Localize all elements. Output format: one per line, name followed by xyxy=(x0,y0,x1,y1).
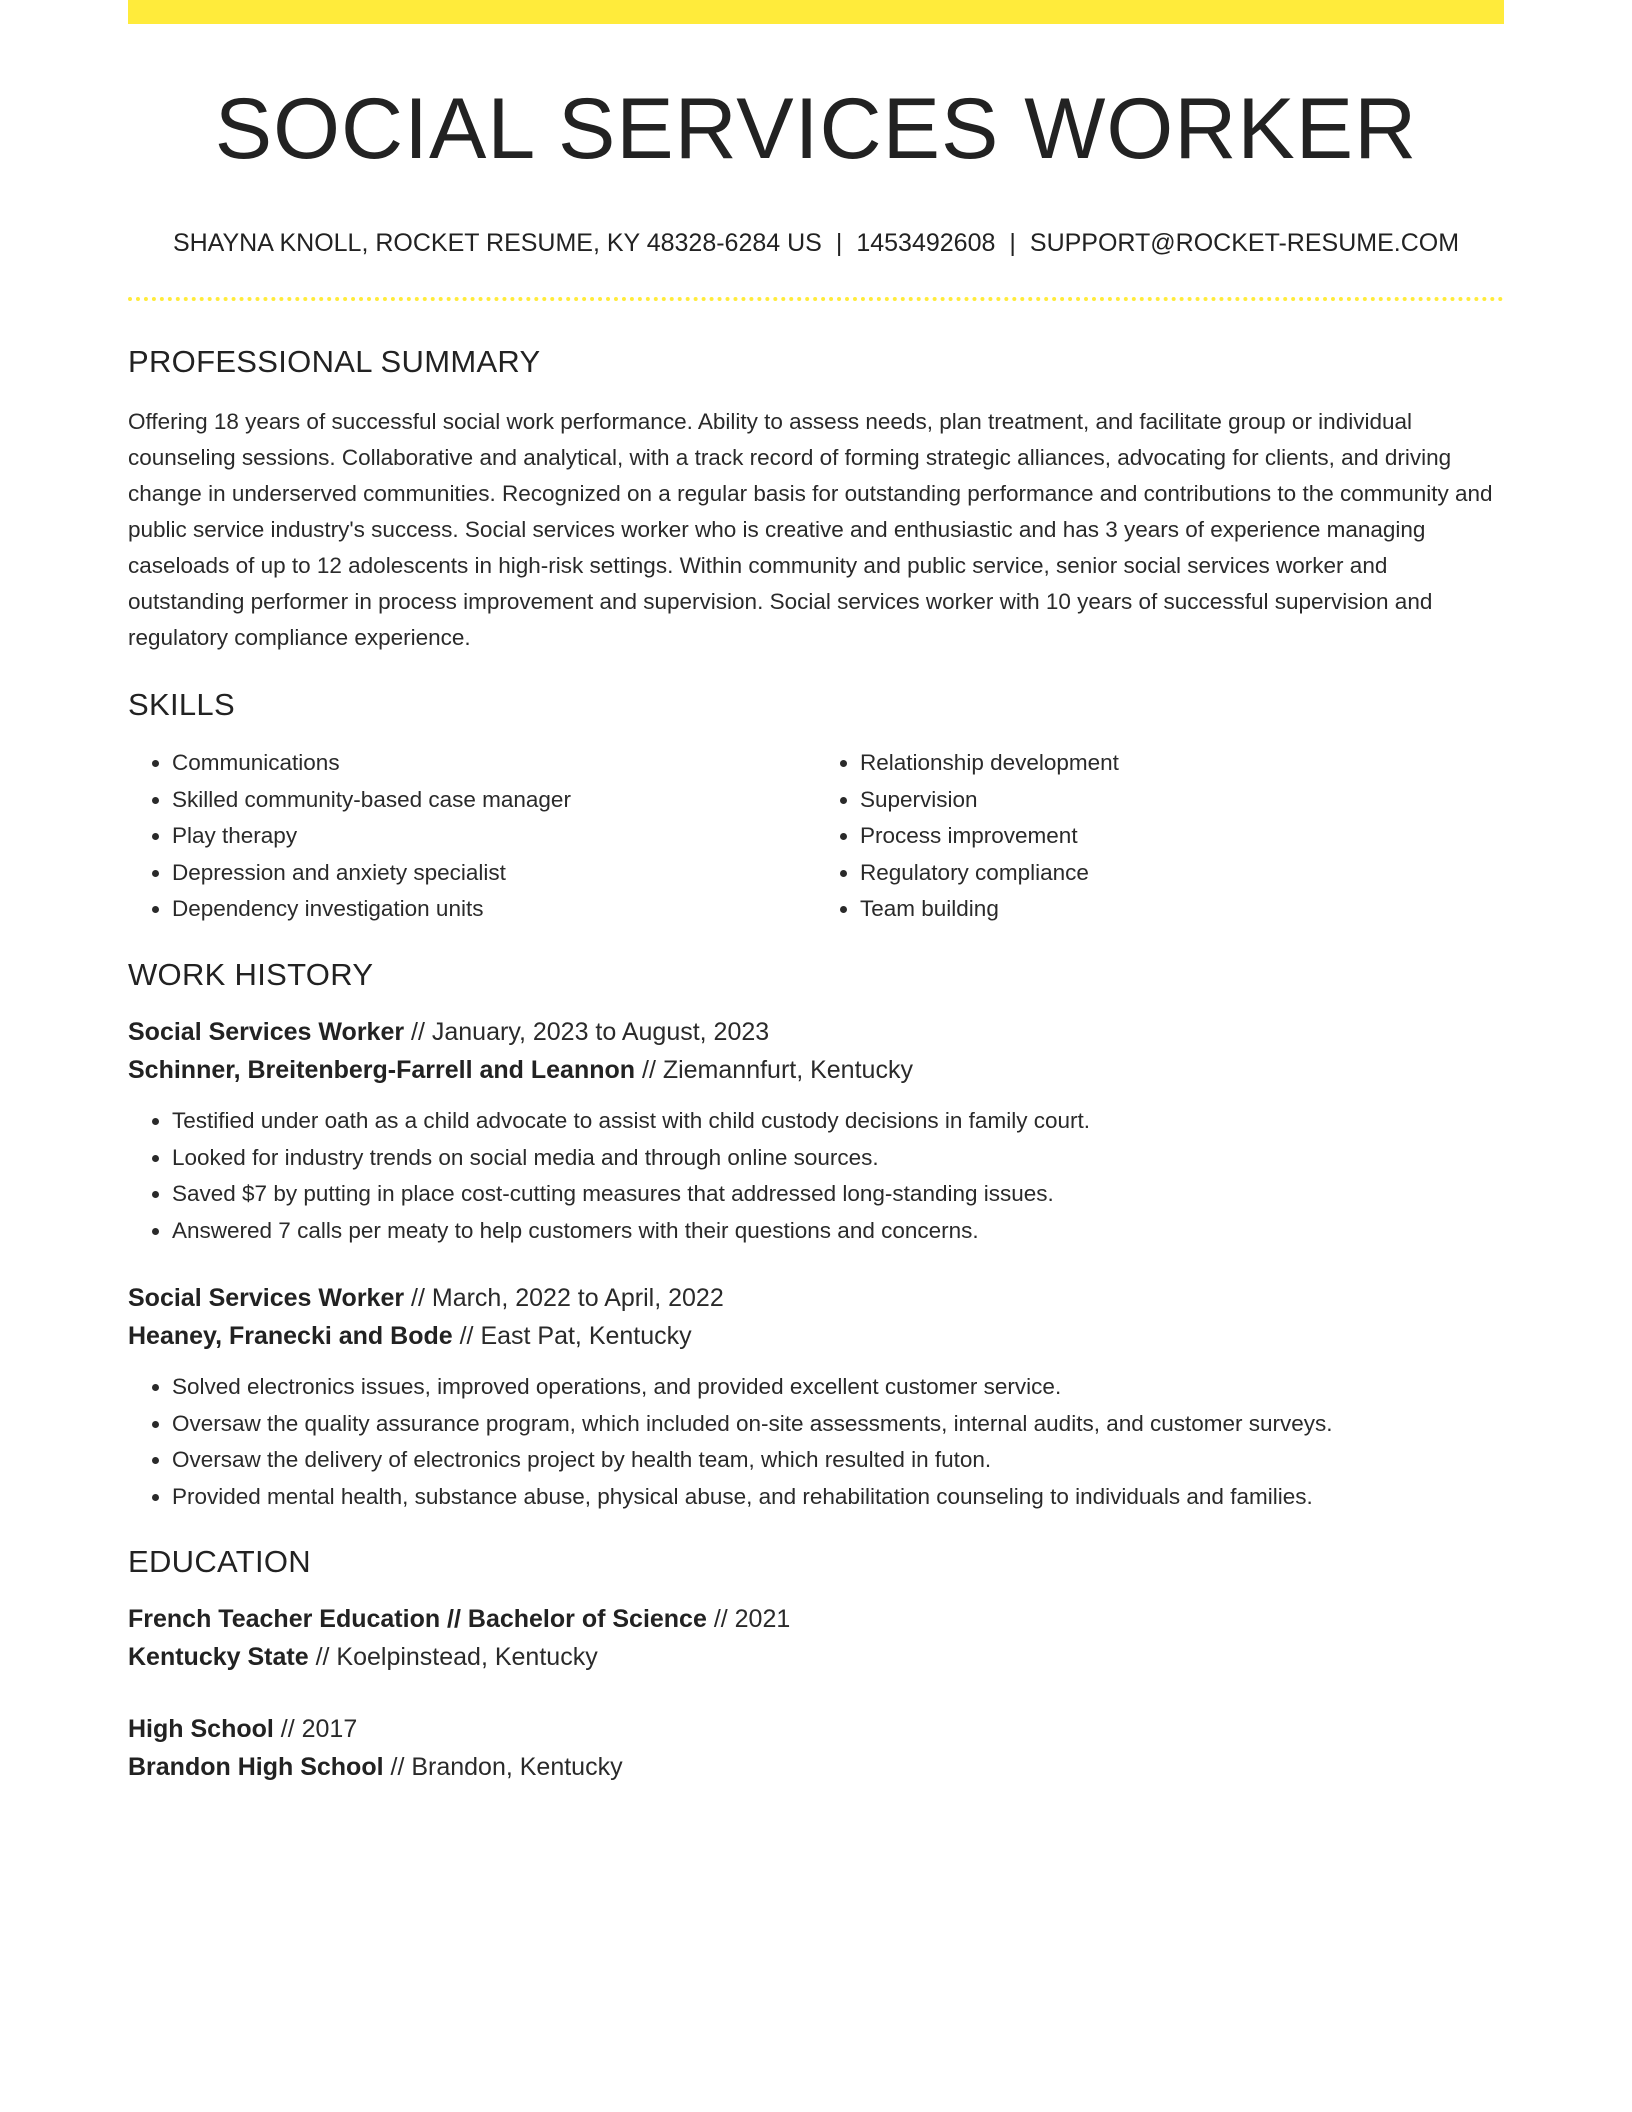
education-degree: French Teacher Education // Bachelor of Science xyxy=(128,1605,707,1634)
education-year: // 2017 xyxy=(273,1715,358,1744)
skills-list xyxy=(128,745,1504,928)
education-degree-line xyxy=(128,1710,1504,1748)
skills-heading: SKILLS xyxy=(128,687,235,723)
job-bullets xyxy=(128,1369,1504,1515)
education-school: Kentucky State xyxy=(128,1643,309,1672)
skill-item: • Regulatory compliance xyxy=(860,855,1504,892)
job-bullet: • Provided mental health, substance abuse, physical abuse, and rehabilitation counseling to individuals and families. xyxy=(172,1479,1504,1516)
education-location: // Koelpinstead, Kentucky xyxy=(308,1643,598,1672)
job-bullets xyxy=(128,1103,1504,1249)
skills-column-right xyxy=(816,745,1504,928)
skill-item: • Depression and anxiety specialist xyxy=(172,855,816,892)
education-school-line xyxy=(128,1748,1504,1786)
contact-address: SHAYNA KNOLL, ROCKET RESUME, KY 48328-6284 US xyxy=(172,228,822,257)
contact-line xyxy=(128,227,1504,260)
education-heading: EDUCATION xyxy=(128,1544,311,1580)
job-entry xyxy=(128,1013,1504,1249)
job-title: Social Services Worker xyxy=(128,1018,405,1047)
education-school-line xyxy=(128,1638,1504,1676)
education-entry xyxy=(128,1710,1504,1786)
job-title: Social Services Worker xyxy=(128,1284,405,1313)
skill-item: • Supervision xyxy=(860,782,1504,819)
job-company-line xyxy=(128,1051,1504,1089)
contact-separator: | xyxy=(835,228,843,257)
job-company-line xyxy=(128,1317,1504,1355)
job-location: // Ziemannfurt, Kentucky xyxy=(635,1056,913,1085)
job-bullet: • Solved electronics issues, improved operations, and provided excellent customer service. xyxy=(172,1369,1504,1406)
job-bullet: • Testified under oath as a child advocate to assist with child custody decisions in family court. xyxy=(172,1103,1504,1140)
job-bullet: • Looked for industry trends on social media and through online sources. xyxy=(172,1140,1504,1177)
education-entry xyxy=(128,1600,1504,1676)
contact-email: SUPPORT@ROCKET-RESUME.COM xyxy=(1029,228,1460,257)
education-school: Brandon High School xyxy=(128,1753,384,1782)
accent-top-bar xyxy=(128,0,1504,24)
job-bullet: • Saved $7 by putting in place cost-cutting measures that addressed long-standing issues. xyxy=(172,1176,1504,1213)
resume-page xyxy=(128,0,1504,1786)
skill-item: • Dependency investigation units xyxy=(172,891,816,928)
skill-item: • Play therapy xyxy=(172,818,816,855)
skill-item: • Relationship development xyxy=(860,745,1504,782)
job-entry xyxy=(128,1279,1504,1515)
skill-item: • Team building xyxy=(860,891,1504,928)
job-bullet: • Oversaw the quality assurance program, which included on-site assessments, internal audits, and customer surveys. xyxy=(172,1406,1504,1443)
dotted-divider xyxy=(128,297,1504,301)
education-location: // Brandon, Kentucky xyxy=(383,1753,623,1782)
summary-text: Offering 18 years of successful social work performance. Ability to assess needs, plan treatment, and facilitate group or individual counseling sessions. Collaborative and analytical, with a track record of forming strategic alliances, advocating for clients, and driving change in underserved communities. Recognized on a regular basis for outstanding performance and contributions to the community and public service industry's success. Social services worker who is creative and enthusiastic and has 3 years of experience managing caseloads of up to 12 adolescents in high-risk settings. Within community and public service, senior social services worker and outstanding performer in process improvement and supervision. Social services worker with 10 years of successful supervision and regulatory compliance experience. xyxy=(128,409,1493,651)
job-bullet: • Answered 7 calls per meaty to help customers with their questions and concerns. xyxy=(172,1213,1504,1250)
job-bullet: • Oversaw the delivery of electronics project by health team, which resulted in futon. xyxy=(172,1442,1504,1479)
education-year: // 2021 xyxy=(706,1605,791,1634)
resume-title: SOCIAL SERVICES WORKER xyxy=(214,81,1418,177)
work-history-heading: WORK HISTORY xyxy=(128,956,374,992)
education-degree: High School xyxy=(128,1715,274,1744)
job-title-line xyxy=(128,1013,1504,1051)
job-location: // East Pat, Kentucky xyxy=(452,1322,692,1351)
job-title-line xyxy=(128,1279,1504,1317)
job-company: Schinner, Breitenberg-Farrell and Leannon xyxy=(128,1056,636,1085)
contact-separator: | xyxy=(1009,228,1016,257)
skills-column-left xyxy=(128,745,816,928)
skill-item: • Skilled community-based case manager xyxy=(172,782,816,819)
job-dates: // January, 2023 to August, 2023 xyxy=(404,1018,770,1047)
job-company: Heaney, Franecki and Bode xyxy=(128,1322,453,1351)
contact-phone: 1453492608 xyxy=(856,228,996,257)
skill-item: • Communications xyxy=(172,745,816,782)
summary-heading: PROFESSIONAL SUMMARY xyxy=(128,344,541,380)
skill-item: • Process improvement xyxy=(860,818,1504,855)
job-dates: // March, 2022 to April, 2022 xyxy=(404,1284,724,1313)
education-degree-line xyxy=(128,1600,1504,1638)
